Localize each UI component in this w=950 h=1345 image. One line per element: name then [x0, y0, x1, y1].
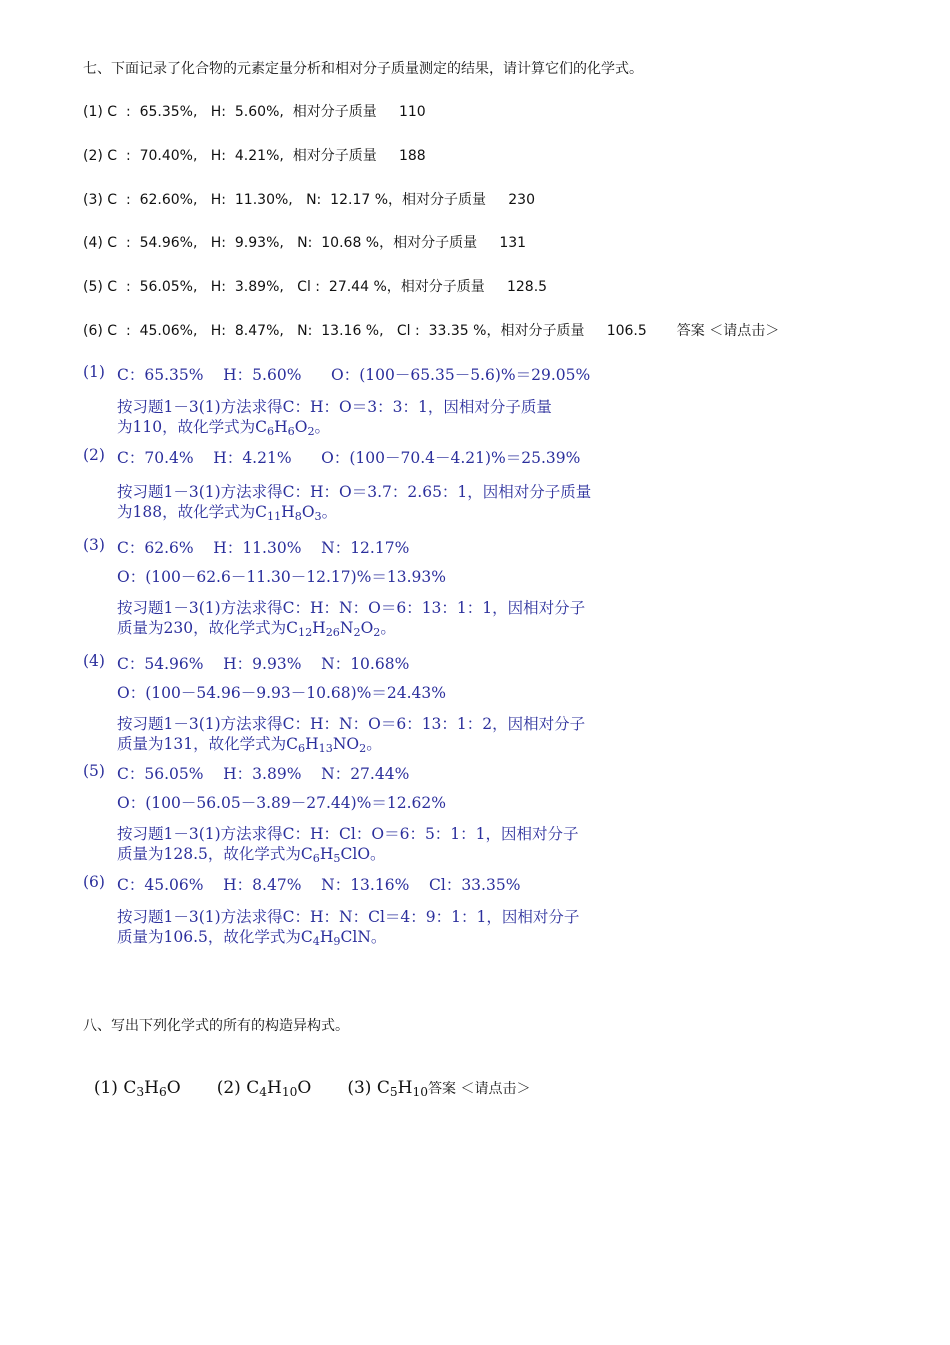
q8-item-1: (1) $C_3H_6O$ — [93, 1078, 181, 1100]
q7-item-6 — [83, 320, 779, 340]
sol-5-formula: $C_6H_5ClO$ — [300, 845, 371, 865]
q7-item-5: (5) C : 56.05%, H: 3.89%, Cl : 27.44 %，相对分子质量 128.5 — [83, 279, 548, 295]
sol-1-result: 为110，故化学式为$C_6H_6O_2$。 — [117, 418, 331, 438]
q7-item-1: (1) C : 65.35%, H: 5.60%, 相对分子质量 110 — [83, 104, 426, 120]
q7-heading: 七、下面记录了化合物的元素定量分析和相对分子质量测定的结果，请计算它们的化学式。 — [83, 61, 643, 77]
q7-item-2: (2) C : 70.40%, H: 4.21%, 相对分子质量 188 — [83, 148, 426, 164]
sol-2-values: C：70.4% H：4.21% O：(100－70.4－4.21)%＝25.39% — [117, 449, 581, 467]
sol-1-values: C：65.35% H：5.60% O：(100－65.35－5.6)%＝29.05% — [117, 366, 591, 384]
q8-item-3: (3) $C_5H_{10}$ — [347, 1078, 429, 1100]
sol-1-num: (1) — [83, 363, 105, 381]
sol-3-method: 按习题1－3(1)方法求得C：H：N：O＝6：13：1：1，因相对分子 — [117, 599, 586, 617]
sol-6-formula: $C_4H_9ClN$ — [300, 928, 371, 948]
sol-3-result: 质量为230，故化学式为$C_{12}H_{26}N_2O_2$。 — [117, 619, 396, 639]
sol-6-values: C：45.06% H：8.47% N：13.16% Cl：33.35% — [117, 876, 521, 894]
sol-4-method: 按习题1－3(1)方法求得C：H：N：O＝6：13：1：2，因相对分子 — [117, 715, 586, 733]
sol-6-num: (6) — [83, 873, 105, 891]
sol-4-values2: O：(100－54.96－9.93－10.68)%＝24.43% — [117, 684, 446, 702]
sol-5-values: C：56.05% H：3.89% N：27.44% — [117, 765, 410, 783]
sol-1-method: 按习题1－3(1)方法求得C：H：O＝3：3：1，因相对分子质量 — [117, 398, 552, 416]
sol-5-method: 按习题1－3(1)方法求得C：H：Cl：O＝6：5：1：1，因相对分子 — [117, 825, 579, 843]
sol-5-values2: O：(100－56.05－3.89－27.44)%＝12.62% — [117, 794, 446, 812]
q8-item-2: (2) $C_4H_{10}O$ — [216, 1078, 312, 1100]
sol-1-formula: $C_6H_6O_2$ — [255, 418, 315, 438]
sol-5-num: (5) — [83, 762, 105, 780]
sol-2-method: 按习题1－3(1)方法求得C：H：O＝3.7：2.65：1，因相对分子质量 — [117, 483, 592, 501]
sol-3-num: (3) — [83, 536, 105, 554]
q8-heading: 八、写出下列化学式的所有的构造异构式。 — [83, 1018, 349, 1034]
q7-answer-link[interactable]: 答案 ＜请点击＞ — [676, 323, 780, 339]
sol-3-formula: $C_{12}H_{26}N_2O_2$ — [286, 619, 381, 639]
sol-4-formula: $C_6H_{13}NO_2$ — [286, 735, 367, 755]
sol-4-result: 质量为131，故化学式为$C_6H_{13}NO_2$。 — [117, 735, 382, 755]
q8-items — [83, 1058, 531, 1098]
sol-4-num: (4) — [83, 652, 105, 670]
q8-answer-link[interactable]: 答案 ＜请点击＞ — [428, 1081, 531, 1097]
q7-item-4: (4) C : 54.96%, H: 9.93%, N: 10.68 %，相对分子质量 131 — [83, 235, 527, 251]
sol-4-values: C：54.96% H：9.93% N：10.68% — [117, 655, 410, 673]
sol-2-num: (2) — [83, 446, 105, 464]
sol-3-values: C：62.6% H：11.30% N：12.17% — [117, 539, 410, 557]
sol-2-result: 为188，故化学式为$C_{11}H_8O_3$。 — [117, 503, 338, 523]
sol-6-method: 按习题1－3(1)方法求得C：H：N：Cl＝4：9：1：1，因相对分子 — [117, 908, 580, 926]
sol-3-values2: O：(100－62.6－11.30－12.17)%＝13.93% — [117, 568, 446, 586]
sol-6-result: 质量为106.5，故化学式为$C_4H_9ClN$。 — [117, 928, 387, 948]
q7-item-3: (3) C : 62.60%, H: 11.30%, N: 12.17 %，相对分子质量 230 — [83, 192, 535, 208]
sol-2-formula: $C_{11}H_8O_3$ — [255, 503, 322, 523]
sol-5-result: 质量为128.5，故化学式为$C_6H_5ClO$。 — [117, 845, 386, 865]
q7-item-6-text: (6) C : 45.06%, H: 8.47%, N: 13.16 %, Cl : 33.35 %，相对分子质量 106.5 — [83, 323, 647, 339]
